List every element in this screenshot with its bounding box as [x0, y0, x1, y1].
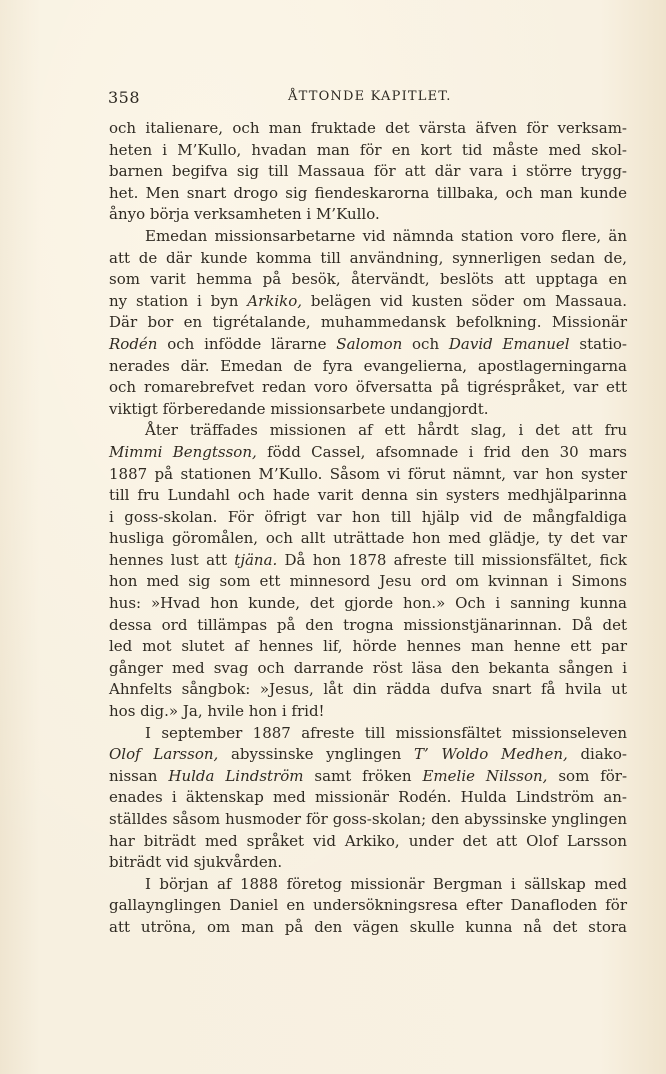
paragraph [109, 874, 627, 939]
text-line [109, 269, 627, 291]
text-run: och [402, 334, 449, 353]
text-run: har biträdt med språket vid Arkiko, under det att Olof Larsson [109, 831, 627, 850]
text-line [109, 226, 627, 248]
italic-text: Arkiko, [247, 291, 303, 310]
text-run: Ahnfelts sångbok: »Jesus, låt din rädda dufva snart få hvila ut [109, 680, 627, 699]
text-run: enades i äktenskap med missionär Rodén. Hulda Lindström an- [109, 788, 627, 807]
text-line [109, 507, 627, 529]
text-run: diako- [567, 745, 627, 764]
text-run: och italienare, och man fruktade det värsta äfven för verksam- [109, 119, 627, 137]
text-run: att de där kunde komma till användning, synnerligen sedan de, [109, 248, 627, 267]
text-run: Emedan missionsarbetarne vid nämnda station voro flere, än [145, 226, 627, 245]
page-header [108, 86, 628, 110]
italic-text: tjäna. [234, 550, 278, 569]
paragraph [109, 420, 627, 722]
text-line [109, 831, 627, 853]
text-run: och infödde lärarne [157, 334, 337, 353]
text-run: i goss-skolan. För öfrigt var hon till hjälp vid de mångfaldiga [109, 507, 627, 526]
text-line [109, 118, 627, 140]
text-run: belägen vid kusten söder om Massaua. [302, 291, 627, 310]
text-run: samt fröken [303, 766, 423, 785]
text-run: ställdes såsom husmoder för goss-skolan; den abyssinske ynglingen [109, 810, 627, 828]
paragraph [109, 226, 627, 420]
text-line [109, 658, 627, 680]
text-line [109, 874, 627, 896]
text-run: biträdt vid sjukvården. [109, 853, 283, 872]
text-run: som för- [547, 766, 628, 785]
text-run: hos dig.» Ja, hvile hon i frid! [109, 702, 325, 721]
text-line [109, 636, 627, 658]
text-line [109, 895, 627, 917]
text-line [109, 917, 627, 939]
text-line [109, 787, 627, 809]
text-run: gallaynglingen Daniel en undersökningsresa efter Danafloden för [109, 896, 627, 915]
body-text [109, 118, 627, 939]
text-line [109, 377, 627, 399]
text-run: hon med sig som ett minnesord Jesu ord om kvinnan i Simons [109, 572, 627, 591]
text-line [109, 744, 627, 766]
text-run: till fru Lundahl och hade varit denna sin systers medhjälparinna [109, 486, 627, 505]
text-run: att utröna, om man på den vägen skulle kunna nå det stora [109, 917, 627, 936]
text-line [109, 550, 627, 572]
text-line [109, 528, 627, 550]
text-run: hus: »Hvad hon kunde, det gjorde hon.» Och i sanning kunna [109, 594, 627, 613]
text-line [109, 679, 627, 701]
text-run: Åter träffades missionen af ett hårdt slag, i det att fru [145, 421, 627, 440]
text-line [109, 852, 627, 874]
running-head: ÅTTONDE KAPITLET. [288, 89, 452, 104]
text-run: nissan [109, 766, 169, 785]
text-line [109, 334, 627, 356]
text-run: heten i M’Kullo, hvadan man för en kort tid måste med skol- [109, 140, 627, 159]
text-line [109, 399, 627, 421]
italic-text: David Emanuel [448, 334, 570, 353]
paragraph [109, 723, 627, 874]
text-run: husliga göromålen, och allt uträttade hon med glädje, ty det var [109, 529, 627, 548]
italic-text: Mimmi Bengtsson, [109, 442, 257, 461]
italic-text: Hulda Lindström [168, 766, 304, 785]
text-run: viktigt förberedande missionsarbete undangjordt. [109, 399, 489, 418]
text-line [109, 723, 627, 745]
text-run: hennes lust att [109, 550, 235, 569]
text-run: barnen begifva sig till Massaua för att där vara i större trygg- [109, 162, 627, 181]
text-run: ånyo börja verksamheten i M’Kullo. [109, 205, 380, 224]
text-line [109, 766, 627, 788]
text-line [109, 291, 627, 313]
text-line [109, 701, 627, 723]
italic-text: T’ Woldo Medhen, [413, 745, 568, 764]
text-run: led mot slutet af hennes lif, hörde hennes man henne ett par [109, 637, 627, 656]
text-run: het. Men snart drogo sig fiendeskarorna tillbaka, och man kunde [109, 183, 627, 202]
text-line [109, 312, 627, 334]
text-line [109, 356, 627, 378]
text-line [109, 442, 627, 464]
text-run: Då hon 1878 afreste till missionsfältet, fick [277, 550, 628, 569]
italic-text: Emelie Nilsson, [422, 766, 548, 785]
text-line [109, 571, 627, 593]
text-line [109, 183, 627, 205]
text-line [109, 140, 627, 162]
text-run: 1887 på stationen M’Kullo. Såsom vi förut nämnt, var hon syster [109, 464, 627, 483]
italic-text: Olof Larsson, [109, 745, 219, 764]
page-number: 358 [108, 88, 141, 107]
text-line [109, 593, 627, 615]
text-run: nerades där. Emedan de fyra evangelierna, apostlagerningarna [109, 356, 627, 375]
text-line [109, 204, 627, 226]
text-run: dessa ord tillämpas på den trogna missionstjänarinnan. Då det [109, 615, 627, 634]
text-line [109, 464, 627, 486]
text-run: I början af 1888 företog missionär Bergman i sällskap med [145, 874, 627, 893]
italic-text: Salomon [336, 334, 403, 353]
text-line [109, 485, 627, 507]
text-run: Där bor en tigrétalande, muhammedansk befolkning. Missionär [109, 313, 627, 332]
text-run: som varit hemma på besök, återvändt, beslöts att upptaga en [109, 270, 627, 289]
text-line [109, 809, 627, 831]
text-run: statio- [569, 334, 627, 353]
text-line [109, 615, 627, 637]
text-run: född Cassel, afsomnade i frid den 30 mars [256, 442, 627, 461]
text-run: I september 1887 afreste till missionsfältet missionseleven [145, 723, 627, 742]
text-run: gånger med svag och darrande röst läsa den bekanta sången i [109, 658, 627, 677]
text-run: abyssinske ynglingen [218, 745, 414, 764]
text-line [109, 161, 627, 183]
paragraph [109, 118, 627, 226]
text-line [109, 420, 627, 442]
text-line [109, 248, 627, 270]
italic-text: Rodén [109, 334, 158, 353]
text-run: ny station i byn [109, 291, 248, 310]
text-run: och romarebrefvet redan voro öfversatta på tigréspråket, var ett [109, 378, 627, 397]
